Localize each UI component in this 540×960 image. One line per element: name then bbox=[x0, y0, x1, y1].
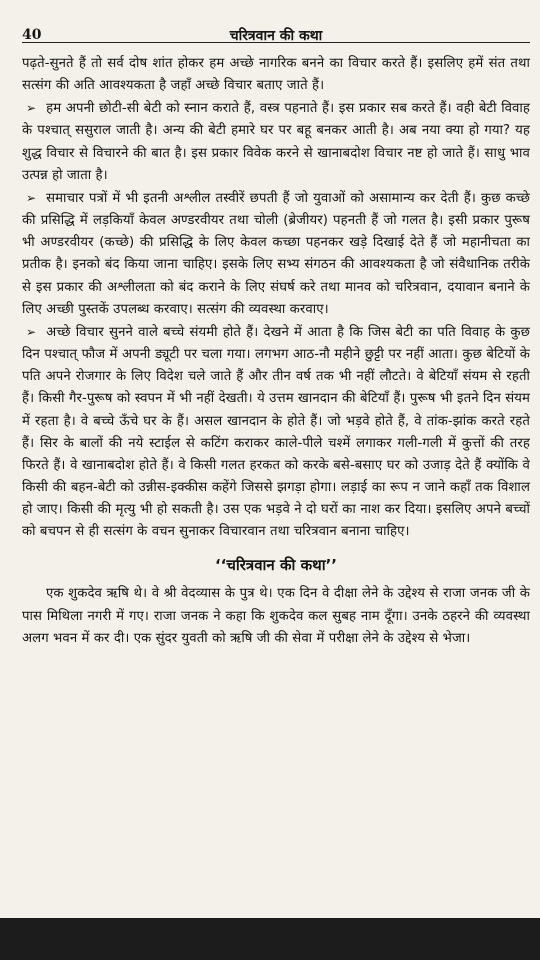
paragraph-daughter bbox=[22, 97, 530, 187]
screen-bottom-bar bbox=[0, 918, 540, 960]
bullet-arrow-icon: ➢ bbox=[26, 324, 37, 339]
paragraph-text: पढ़ते-सुनते हैं तो सर्व दोष शांत होकर हम अच्छे नागरिक बनने का विचार करते हैं। इसलिए हमें संत तथा सत्संग की अति आवश्यकता है जहाँ अच्छे विचार बताए जाते हैं। bbox=[22, 56, 530, 94]
paragraph-intro bbox=[22, 53, 530, 97]
paragraph-text: हम अपनी छोटी-सी बेटी को स्नान कराते हैं, वस्त्र पहनाते हैं। इस प्रकार सब करते हैं। वही बेटी विवाह के पश्चात् ससुराल जाती है। अन्य की बेटी हमारे घर पर बहू बनकर आती है। अब नया क्या हो गया? यह शुद्ध विचार से विचारने की बात है। इस प्रकार विवेक करने से खानाबदोश विचार नष्ट हो जाते हैं। साधु भाव उत्पन्न हो जाता है। bbox=[22, 101, 530, 183]
page-body bbox=[22, 53, 530, 650]
bullet-arrow-icon: ➢ bbox=[26, 190, 37, 205]
paragraph-text: समाचार पत्रों में भी इतनी अश्लील तस्वीरें छपती हैं जो युवाओं को असामान्य कर देती हैं। कुछ कच्छे की प्रसिद्धि में लड़कियाँ केवल अण्डरवीयर तथा चोली (ब्रेजीयर) पहनती हैं जो गलत है। इसी प्रकार पुरूष भी अण्डरवीयर (कच्छे) की प्रसिद्धि के लिए केवल कच्छा पहनकर खड़े दिखाई देते हैं जो महानीचता का प्रतीक है। इनको बंद किया जाना चाहिए। इसके लिए सभ्य संगठन की आवश्यकता है जो संवैधानिक तरीके से इस प्रकार की अश्लीलता को बंद कराने के लिए संघर्ष करे तथा मानव को चरित्रवान, दयावान बनाने के लिए अच्छी पुस्तकें उपलब्ध करवाए। सत्संग की व्यवस्था करवाए। bbox=[22, 190, 530, 317]
section-heading: ‘‘चरित्रवान की कथा’’ bbox=[214, 556, 337, 575]
paragraph-newspapers bbox=[22, 187, 530, 321]
paragraph-restraint bbox=[22, 321, 530, 544]
page-header bbox=[22, 0, 530, 43]
paragraph-story: एक शुकदेव ऋषि थे। वे श्री वेदव्यास के पुत्र थे। एक दिन वे दीक्षा लेने के उद्देश्य से राजा जनक जी के पास मिथिला नगरी में गए। राजा जनक ने कहा कि शुकदेव कल सुबह नाम दूँगा। उनके ठहरने की व्यवस्था अलग भवन में कर दी। एक सुंदर युवती को ऋषि जी की सेवा में परीक्षा लेने के उद्देश्य से भेजा। bbox=[22, 586, 530, 646]
bullet-arrow-icon: ➢ bbox=[26, 101, 37, 116]
running-title: चरित्रवान की कथा bbox=[229, 28, 323, 44]
page-number: 40 bbox=[22, 27, 42, 43]
paragraph-text: अच्छे विचार सुनने वाले बच्चे संयमी होते हैं। देखने में आता है कि जिस बेटी का पति विवाह के कुछ दिन पश्चात् फौज में अपनी ड्यूटी पर चला गया। लगभग आठ-नौ महीने छुट्टी पर नहीं आता। कुछ बेटियों के पति अपने रोजगार के लिए विदेश चले जाते हैं और तीन वर्ष तक भी नहीं लौटते। वे बेटियाँ संयम से रहती हैं। किसी गैर-पुरूष को स्वपन में भी नहीं देखती। ये उत्तम खानदान की बेटियाँ हैं। पुरूष भी इतने दिन संयम में रहता है। वे बच्चे ऊँचे घर के हैं। असल खानदान के होते हैं। जो भड़वे होते हैं, वे तांक-झांक करते रहते हैं। सिर के बालों की नये स्टाईल से कटिंग कराकर काले-पीले चश्में लगाकर गली-गली में कुत्तों की तरह फिरते हैं। वे खानाबदोश होते हैं। वे किसी गलत हरकत को करके बसे-बसाए घर को उजाड़ देते हैं क्योंकि वे किसी की बहन-बेटी को उन्नीस-इक्कीस कहेंगे जिससे झगड़ा होगा। लड़ाई का रूप न जाने कहाँ तक विशाल हो जाए। किसी की मृत्यु भी हो सकती है। उस एक भड़वे ने दो घरों का नाश कर दिया। इसलिए अपने बच्चों को बचपन से ही सत्संग के वचन सुनाकर विचारवान तथा चरित्रवान बनाना चाहिए। bbox=[22, 324, 530, 540]
